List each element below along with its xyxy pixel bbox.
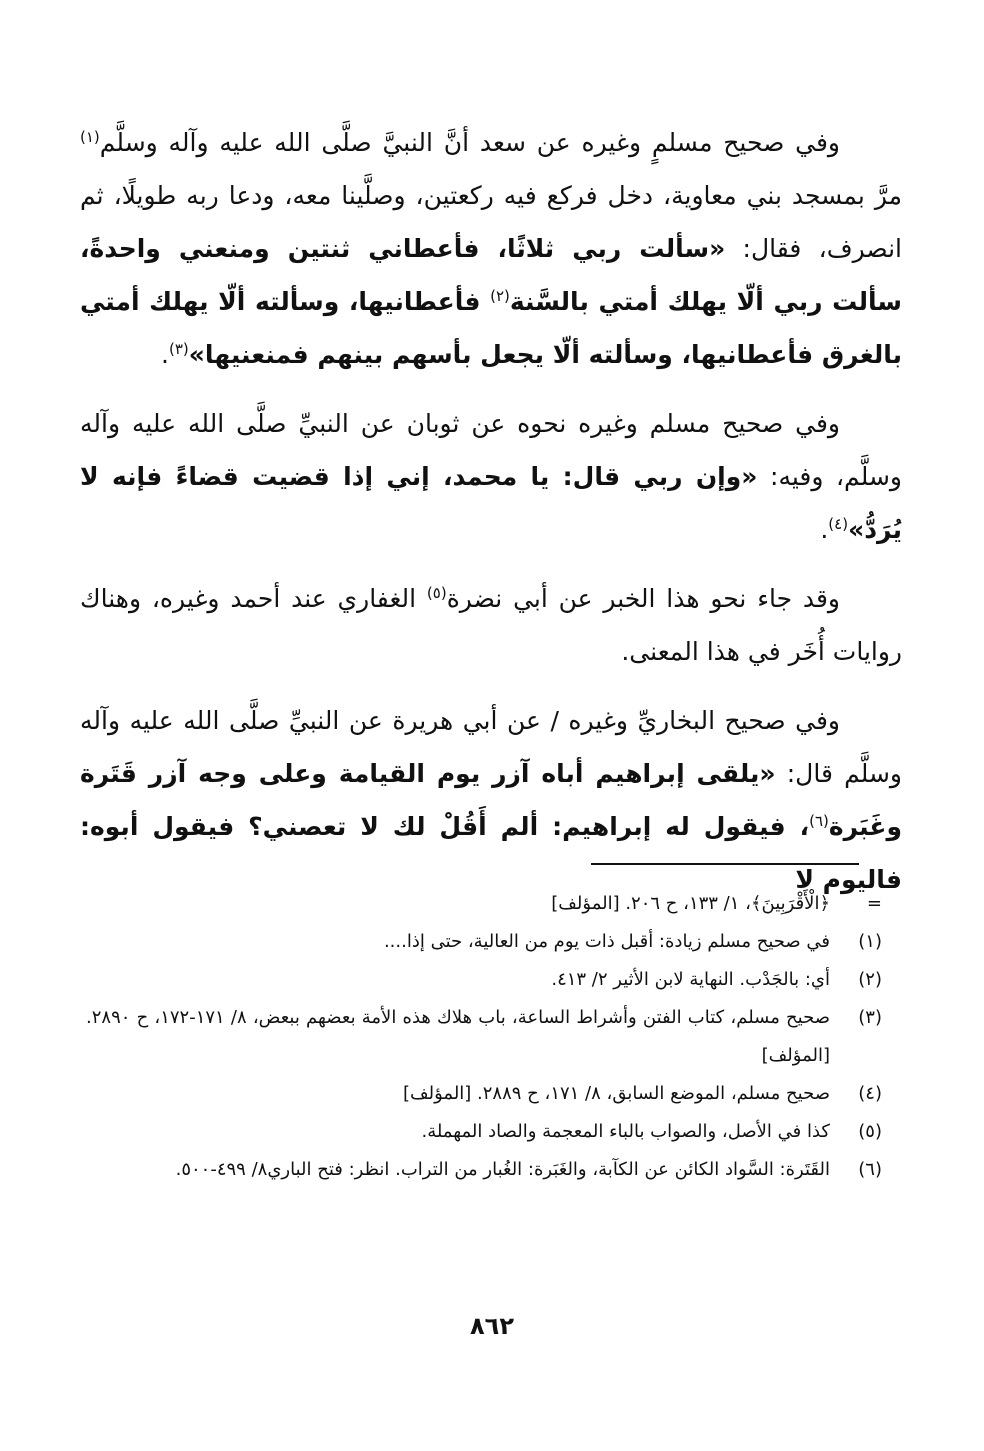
footnote-number: (١) bbox=[858, 931, 882, 952]
hadith-quote: «سألت ربي ثلاثًا، فأعطاني ثنتين ومنعني واحدةً، سألت ربي ألّا يهلك أمتي بالسَّنة bbox=[80, 234, 902, 316]
page-number: ٨٦٢ bbox=[470, 1312, 514, 1340]
paragraph-3 bbox=[80, 572, 902, 678]
footnote-number: (٤) bbox=[858, 1083, 882, 1104]
paragraph-text: مرَّ بمسجد بني معاوية، دخل فركع فيه ركعتين، وصلَّينا معه، ودعا ربه طويلًا، ثم انصرف، فقال: bbox=[80, 181, 902, 263]
footnote-number: (٢) bbox=[858, 969, 882, 990]
footnote-text: كذا في الأصل، والصواب بالباء المعجمة والصاد المهملة. bbox=[421, 1121, 830, 1142]
footnote-number: (٣) bbox=[858, 1007, 882, 1028]
hadith-quote: ، فيقول له إبراهيم: ألم أَقُلْ لك لا تعصني؟ فيقول أبوه: فاليوم لا bbox=[80, 812, 902, 894]
footnote-2 bbox=[86, 961, 882, 999]
footnote-5 bbox=[86, 1113, 882, 1151]
footnote-6 bbox=[86, 1151, 882, 1189]
footnote-text: في صحيح مسلم زيادة: أقبل ذات يوم من العالية، حتى إذا.... bbox=[383, 931, 830, 952]
footnote-number: = bbox=[866, 893, 882, 914]
main-text bbox=[80, 116, 902, 922]
paragraph-text: وفي صحيح مسلم وغيره نحوه عن ثوبان عن النبيِّ صلَّى الله عليه وآله وسلَّم، وفيه: bbox=[80, 409, 902, 491]
footnote-separator bbox=[591, 863, 859, 865]
paragraph-1 bbox=[80, 116, 902, 381]
hadith-quote: فأعطانيها، وسألته ألّا يهلك أمتي بالغرق فأعطانيها، وسألته ألّا يجعل بأسهم بينهم فمنعنيها» bbox=[80, 287, 902, 369]
footnote-text: صحيح مسلم، كتاب الفتن وأشراط الساعة، باب هلاك هذه الأمة بعضهم ببعض، ٨/ ١٧١-١٧٢، ح ٢٨٩٠. [المؤلف] bbox=[86, 1007, 830, 1066]
footnote-ref-6: (٦) bbox=[809, 812, 829, 830]
paragraph-text: الغفاري عند أحمد وغيره، وهناك روايات أُخَر في هذا المعنى. bbox=[80, 584, 902, 666]
footnote-continuation bbox=[86, 885, 882, 923]
footnote-number: (٦) bbox=[858, 1159, 882, 1180]
paragraph-text: . bbox=[820, 515, 829, 544]
footnote-ref-4: (٤) bbox=[828, 515, 849, 533]
paragraph-text: . bbox=[161, 340, 169, 369]
footnote-ref-5: (٥) bbox=[426, 584, 447, 602]
footnote-number: (٥) bbox=[858, 1121, 882, 1142]
hadith-quote: «يلقى إبراهيم أباه آزر يوم القيامة وعلى وجه آزر قَتَرة وغَبَرة bbox=[80, 759, 902, 841]
footnote-text: أي: بالجَدْب. النهاية لابن الأثير ٢/ ٤١٣. bbox=[551, 969, 830, 990]
paragraph-4 bbox=[80, 694, 902, 906]
footnote-ref-2: (٢) bbox=[490, 287, 510, 305]
footnote-text: ﴿الْأَقْرَبِينَ﴾، ١/ ١٣٣، ح ٢٠٦. [المؤلف] bbox=[551, 893, 830, 914]
footnote-4 bbox=[86, 1075, 882, 1113]
footnote-1 bbox=[86, 923, 882, 961]
footnote-ref-1: (١) bbox=[80, 128, 100, 146]
paragraph-text: وقد جاء نحو هذا الخبر عن أبي نضرة bbox=[446, 584, 841, 613]
paragraph-2 bbox=[80, 397, 902, 556]
paragraph-text: وفي صحيح البخاريِّ وغيره / عن أبي هريرة عن النبيِّ صلَّى الله عليه وآله وسلَّم قال: bbox=[80, 706, 902, 788]
paragraph-text: وفي صحيح مسلمٍ وغيره عن سعد أنَّ النبيَّ صلَّى الله عليه وآله وسلَّم bbox=[99, 128, 840, 157]
footnote-text: القَتَرة: السَّواد الكائن عن الكآبة، والغَبَرة: الغُبار من التراب. انظر: فتح الباري٨/ ٤٩٩-٥٠٠. bbox=[175, 1159, 830, 1180]
footnotes bbox=[86, 885, 882, 1189]
hadith-quote: «وإن ربي قال: يا محمد، إني إذا قضيت قضاءً فإنه لا يُرَدُّ» bbox=[80, 462, 902, 544]
footnote-text: صحيح مسلم، الموضع السابق، ٨/ ١٧١، ح ٢٨٨٩. [المؤلف] bbox=[402, 1083, 830, 1104]
footnote-3 bbox=[86, 999, 882, 1075]
footnote-ref-3: (٣) bbox=[169, 340, 189, 358]
